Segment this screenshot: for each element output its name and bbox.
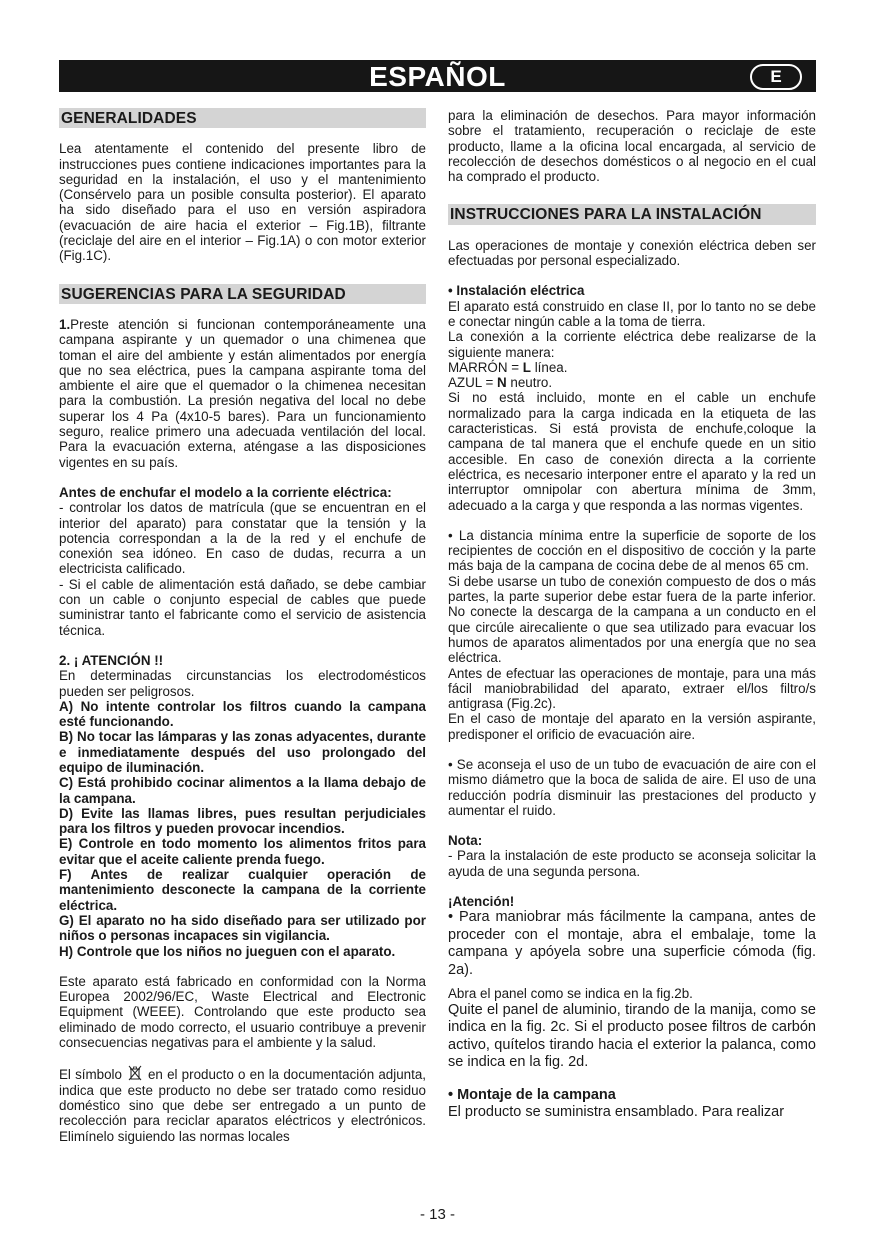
page-number: - 13 - (419, 1206, 455, 1223)
atencion-heading: 2. ¡ ATENCIÓN !! (59, 652, 164, 668)
distance-text-4: En el caso de montaje del aparato en la versión aspirante, predisponer el orificio de evacuación aire. (448, 711, 816, 742)
wire-blue-desc: neutro. (506, 375, 553, 391)
page-title: ESPAÑOL (369, 61, 506, 92)
distance-text-2: Si debe usarse un tubo de conexión compuesto de dos o más partes, la parte superior debe estar fuera de la parte inferior. No conecte la descarga de la campana a un conducto en el que circúle airecaliente o que sea utilizado para evacuar los humos de aparatos alimentados por una energía que no sea eléctrica. (448, 573, 816, 666)
distance-text-1: • La distancia mínima entre la superficie de soporte de los recipientes de cocción en el dispositivo de cocción y la parte más baja de la campana de cocina debe de al menos 65 cm. (448, 527, 816, 574)
right-column (448, 108, 816, 1122)
warning-heading: ¡Atención! (448, 894, 515, 910)
enchufar-point-2: - Si el cable de alimentación está dañado, se debe cambiar con un cable o conjunto especial de cables que puede suministrar tanto el fabricante como el servicio de asistencia técnica. (59, 576, 426, 638)
assembly-text: El producto se suministra ensamblado. Para realizar (448, 1104, 785, 1121)
continued-text: para la eliminación de desechos. Para mayor información sobre el tratamiento, recuperación o reciclaje de este producto, llame a la oficina local encargada, al servicio de recolección de desechos domésticos o al negocio en el cual ha comprado el producto. (448, 108, 816, 185)
wire-brown-label: MARRÓN = (448, 359, 523, 375)
language-badge: E (750, 64, 802, 90)
simbolo-text-b: en el producto o en la documentación adjunta, indica que este producto no debe ser tratado como residuo doméstico sino que debe ser entregado a un punto de recolección para reciclar aparatos eléctricos y electrónicos. Elimínelo siguiendo las normas locales (59, 1067, 426, 1144)
section-heading-instalacion: INSTRUCCIONES PARA LA INSTALACIÓN (448, 204, 816, 224)
warning-item-c: C) Está prohibido cocinar alimentos a la llama debajo de la campana. (59, 775, 426, 806)
wire-blue-label: AZUL = (448, 375, 497, 391)
warning-item-f: F) Antes de realizar cualquier operación de mantenimiento desconecte la campana de la corriente eléctrica. (59, 867, 426, 913)
warning-item-b: B) No tocar las lámparas y las zonas adyacentes, durante e inmediatamente después del uso prolongado del equipo de iluminación. (59, 729, 426, 775)
seguridad-paragraph-1-text: Preste atención si funcionan contemporáneamente una campana aspirante y un quemador o una chimenea que toman el aire del ambiente y están alimentados por energía que no sea eléctrica, pues la campana aspirante toma del ambiente el aire que el quemador o la chimenea necesitan para la combustión. La presión negativa del local no debe superar los 4 Pa (4x10-5 bares). Para un funcionamiento seguro, realice primero una adecuada ventilación del local. Para la evacuación externa, aténgase a las disposiciones vigentes en su país. (59, 316, 426, 470)
electrical-heading: • Instalación eléctrica (448, 283, 585, 299)
section-heading-generalidades: GENERALIDADES (59, 108, 426, 128)
tube-text: • Se aconseja el uso de un tubo de evacuación de aire con el mismo diámetro que la boca de salida de aire. El uso de una reducción podría disminuir las prestaciones del producto y aumentar el ruido. (448, 756, 816, 818)
warning-item-g: G) El aparato no ha sido diseñado para ser utilizado por niños o personas incapaces sin vigilancia. (59, 912, 426, 944)
note-heading: Nota: (448, 833, 483, 849)
warning-text-1: • Para maniobrar más fácilmente la campana, antes de proceder con el montaje, abra el embalaje, tome la campana y apóyela sobre una superficie cómoda (fig. 2a). (448, 909, 816, 978)
distance-text-3: Antes de efectuar las operaciones de montaje, para una más fácil maniobrabilidad del aparato, extraer el/los filtro/s antigrasa (Fig.2c). (448, 665, 816, 712)
warning-text-3: Quite el panel de aluminio, tirando de la manija, como se indica en la fig. 2c. Si el producto posee filtros de carbón activo, quítelos tirando hacia el exterior la palanca, como se indica en la fig. 2d. (448, 1001, 816, 1071)
generalidades-text: Lea atentamente el contenido del presente libro de instrucciones pues contiene indicaciones importantes para la seguridad en la instalación, el uso y el mantenimiento (Consérvelo para un posible consulta posterior). El aparato ha sido diseñado para el uso en versión aspiradora (evacuación de aire hacia el exterior – Fig.1B), filtrante (reciclaje del aire en el interior – Fig.1A) o con motor exterior (Fig.1C). (59, 141, 426, 264)
item-number: 1. (59, 316, 71, 332)
enchufar-heading: Antes de enchufar el modelo a la corriente eléctrica: (59, 484, 392, 500)
electrical-text-2: La conexión a la corriente eléctrica debe realizarse de la siguiente manera: (448, 329, 816, 360)
enchufar-point-1: - controlar los datos de matrícula (que se encuentran en el interior del aparato) para constatar que la tensión y la potencia correspondan a la de la red y el enchufe de conexión sea idóneo. En caso de dudas, recurra a un electricista calificado. (59, 500, 426, 577)
wire-brown-code: L (522, 359, 531, 375)
simbolo-text-a: El símbolo (59, 1067, 122, 1083)
wire-brown (448, 360, 816, 375)
warning-item-h: H) Controle que los niños no jueguen con el aparato. (59, 943, 396, 959)
wire-blue-code: N (497, 375, 507, 391)
left-column (59, 108, 426, 1144)
section-heading-seguridad: SUGERENCIAS PARA LA SEGURIDAD (59, 284, 426, 304)
warning-text-2: Abra el panel como se indica en la fig.2b. (448, 986, 693, 1002)
weee-text: Este aparato está fabricado en conformidad con la Norma Europea 2002/96/EC, Waste Electrical and Electronic Equipment (WEEE). Controlando que este producto sea eliminado de modo correcto, el usuario contribuye a prevenir consecuencias negativas para el ambiente y la salud. (59, 973, 426, 1051)
language-banner (59, 60, 816, 92)
assembly-heading: • Montaje de la campana (448, 1086, 616, 1103)
atencion-text: En determinadas circunstancias los electrodomésticos pueden ser peligrosos. (59, 668, 426, 699)
wire-blue (448, 375, 816, 390)
electrical-text-1: El aparato está construido en clase II, por lo tanto no se debe e conectar ningún cable a la toma de tierra. (448, 298, 816, 329)
warning-item-d: D) Evite las llamas libres, pues resultan perjudiciales para los filtros y pueden provocar incendios. (59, 805, 426, 837)
warning-item-a: A) No intente controlar los filtros cuando la campana esté funcionando. (59, 698, 426, 730)
note-text: - Para la instalación de este producto se aconseja solicitar la ayuda de una segunda persona. (448, 848, 816, 879)
instalacion-intro: Las operaciones de montaje y conexión eléctrica deben ser efectuadas por personal especializado. (448, 237, 816, 269)
crossed-bin-icon (128, 1065, 142, 1081)
warning-item-e: E) Controle en todo momento los alimentos fritos para evitar que el aceite caliente prenda fuego. (59, 836, 426, 867)
simbolo-paragraph (59, 1065, 426, 1143)
electrical-text-3: Si no está incluido, monte en el cable un enchufe normalizado para la carga indicada en la etiqueta de las caracteristicas. Si está provista de enchufe,coloque la campana de tal manera que el enchufe quede en un sitio accesible. En caso de conexión directa a la corriente eléctrica, es necesario interponer entre el aparato y la red un interruptor omnipolar con abertura mínima de 3mm, adecuado a la carga y que responda a las normas vigentes. (448, 390, 816, 513)
seguridad-paragraph-1 (59, 317, 426, 470)
wire-brown-desc: línea. (530, 359, 568, 375)
